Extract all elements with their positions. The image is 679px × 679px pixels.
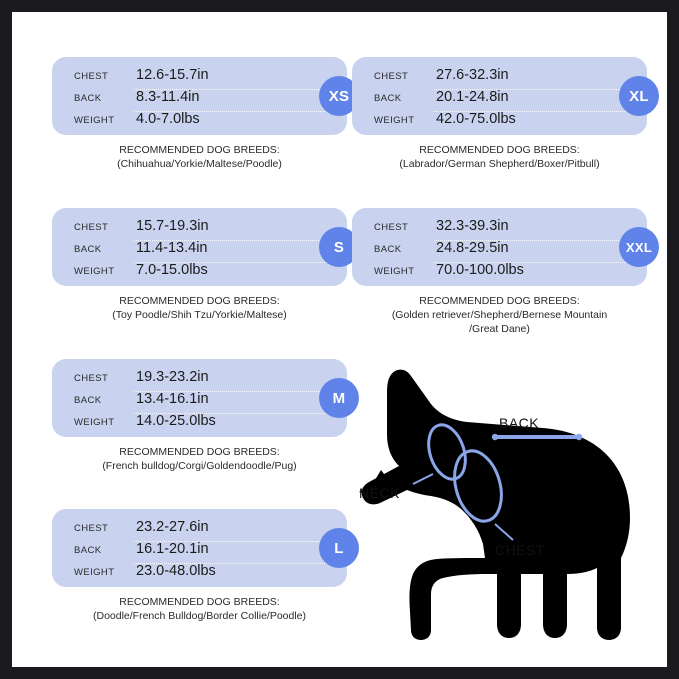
measure-value-back: 20.1-24.8in bbox=[436, 89, 509, 105]
breeds-l bbox=[52, 595, 347, 623]
size-entry-l bbox=[52, 509, 347, 623]
measure-value-back: 11.4-13.4in bbox=[136, 240, 208, 256]
measure-label-chest: CHEST bbox=[74, 373, 109, 384]
measure-row-back bbox=[74, 541, 337, 563]
breeds-heading: RECOMMENDED DOG BREEDS: bbox=[119, 596, 280, 608]
measure-label-chest: CHEST bbox=[374, 222, 409, 233]
measure-row-weight bbox=[74, 413, 337, 435]
measure-value-weight: 42.0-75.0lbs bbox=[436, 111, 516, 127]
measure-label-weight: WEIGHT bbox=[374, 115, 415, 126]
measure-value-weight: 70.0-100.0lbs bbox=[436, 262, 524, 278]
breeds-heading: RECOMMENDED DOG BREEDS: bbox=[119, 295, 280, 307]
measure-row-weight bbox=[74, 563, 337, 585]
size-panel-xxl bbox=[352, 208, 653, 286]
measure-value-back: 8.3-11.4in bbox=[136, 89, 200, 105]
measure-label-chest: CHEST bbox=[374, 71, 409, 82]
size-chart-card bbox=[12, 12, 667, 667]
measure-value-weight: 23.0-48.0lbs bbox=[136, 563, 216, 579]
measure-row-weight bbox=[74, 111, 337, 133]
breeds-heading: RECOMMENDED DOG BREEDS: bbox=[419, 295, 580, 307]
size-panel-m bbox=[52, 359, 347, 437]
measure-label-weight: WEIGHT bbox=[74, 417, 115, 428]
measure-value-chest: 27.6-32.3in bbox=[436, 67, 509, 83]
measure-label-chest: CHEST bbox=[74, 222, 109, 233]
size-badge-xl: XL bbox=[619, 76, 659, 116]
size-panel-s bbox=[52, 208, 347, 286]
breeds-list-line1: (Labrador/German Shepherd/Boxer/Pitbull) bbox=[399, 158, 600, 170]
measure-value-chest: 32.3-39.3in bbox=[436, 218, 509, 234]
size-badge-xxl: XXL bbox=[619, 227, 659, 267]
size-entry-xxl bbox=[352, 208, 653, 336]
size-panel-xs bbox=[52, 57, 350, 135]
size-chart-grid bbox=[12, 12, 667, 667]
breeds-list-line2: /Great Dane) bbox=[469, 323, 530, 335]
measure-value-chest: 12.6-15.7in bbox=[136, 67, 209, 83]
measure-label-back: BACK bbox=[74, 93, 102, 104]
dog-silhouette-svg bbox=[347, 362, 667, 652]
measure-label-back: BACK bbox=[74, 244, 102, 255]
measure-value-chest: 19.3-23.2in bbox=[136, 369, 209, 385]
breeds-heading: RECOMMENDED DOG BREEDS: bbox=[419, 144, 580, 156]
size-panel-l bbox=[52, 509, 347, 587]
breeds-s bbox=[52, 294, 347, 322]
measure-value-chest: 15.7-19.3in bbox=[136, 218, 209, 234]
measure-label-back: BACK bbox=[374, 93, 402, 104]
measure-row-back bbox=[74, 89, 337, 111]
measure-row-back bbox=[74, 391, 337, 413]
breeds-m bbox=[52, 445, 347, 473]
measure-label-weight: WEIGHT bbox=[374, 266, 415, 277]
measure-row-back bbox=[374, 240, 637, 262]
size-entry-xs bbox=[52, 57, 350, 171]
measure-label-weight: WEIGHT bbox=[74, 567, 115, 578]
diagram-label-neck: NECK bbox=[359, 485, 400, 501]
dog-measurement-diagram bbox=[347, 362, 667, 652]
measure-row-back bbox=[374, 89, 637, 111]
size-badge-l: L bbox=[319, 528, 359, 568]
breeds-list-line1: (Golden retriever/Shepherd/Bernese Mountain bbox=[391, 309, 608, 321]
measure-value-chest: 23.2-27.6in bbox=[136, 519, 209, 535]
breeds-heading: RECOMMENDED DOG BREEDS: bbox=[119, 144, 280, 156]
measure-row-weight bbox=[74, 262, 337, 284]
size-badge-m: M bbox=[319, 378, 359, 418]
breeds-heading: RECOMMENDED DOG BREEDS: bbox=[119, 446, 280, 458]
measure-value-back: 24.8-29.5in bbox=[436, 240, 509, 256]
breeds-list-line1: (Doodle/French Bulldog/Border Collie/Poodle) bbox=[92, 610, 307, 622]
measure-value-back: 13.4-16.1in bbox=[136, 391, 209, 407]
measure-value-back: 16.1-20.1in bbox=[136, 541, 209, 557]
breeds-xxl bbox=[352, 294, 647, 336]
measure-label-chest: CHEST bbox=[74, 523, 109, 534]
measure-row-chest bbox=[374, 67, 637, 89]
measure-label-chest: CHEST bbox=[74, 71, 109, 82]
breeds-list-line1: (Toy Poodle/Shih Tzu/Yorkie/Maltese) bbox=[112, 309, 287, 321]
size-panel-xl bbox=[352, 57, 647, 135]
breeds-list-line1: (Chihuahua/Yorkie/Maltese/Poodle) bbox=[117, 158, 282, 170]
measure-row-back bbox=[74, 240, 337, 262]
measure-row-weight bbox=[374, 111, 637, 133]
measure-row-chest bbox=[74, 369, 337, 391]
measure-label-back: BACK bbox=[74, 395, 102, 406]
size-badge-s: S bbox=[319, 227, 359, 267]
measure-row-chest bbox=[74, 519, 337, 541]
measure-label-weight: WEIGHT bbox=[74, 115, 115, 126]
measure-row-chest bbox=[74, 67, 337, 89]
measure-row-chest bbox=[74, 218, 337, 240]
size-entry-xl bbox=[352, 57, 647, 171]
breeds-xs bbox=[52, 143, 347, 171]
measure-value-weight: 14.0-25.0lbs bbox=[136, 413, 216, 429]
size-badge-xs: XS bbox=[319, 76, 359, 116]
dog-silhouette bbox=[359, 370, 630, 640]
measure-label-back: BACK bbox=[74, 545, 102, 556]
breeds-xl bbox=[352, 143, 647, 171]
breeds-list-line1: (French bulldog/Corgi/Goldendoodle/Pug) bbox=[102, 460, 297, 472]
measure-value-weight: 4.0-7.0lbs bbox=[136, 111, 200, 127]
measure-label-weight: WEIGHT bbox=[74, 266, 115, 277]
diagram-label-back: BACK bbox=[499, 415, 540, 431]
measure-row-chest bbox=[374, 218, 637, 240]
size-entry-s bbox=[52, 208, 347, 322]
diagram-label-chest: CHEST bbox=[495, 542, 545, 558]
size-entry-m bbox=[52, 359, 347, 473]
measure-row-weight bbox=[374, 262, 637, 284]
measure-label-back: BACK bbox=[374, 244, 402, 255]
measure-value-weight: 7.0-15.0lbs bbox=[136, 262, 208, 278]
